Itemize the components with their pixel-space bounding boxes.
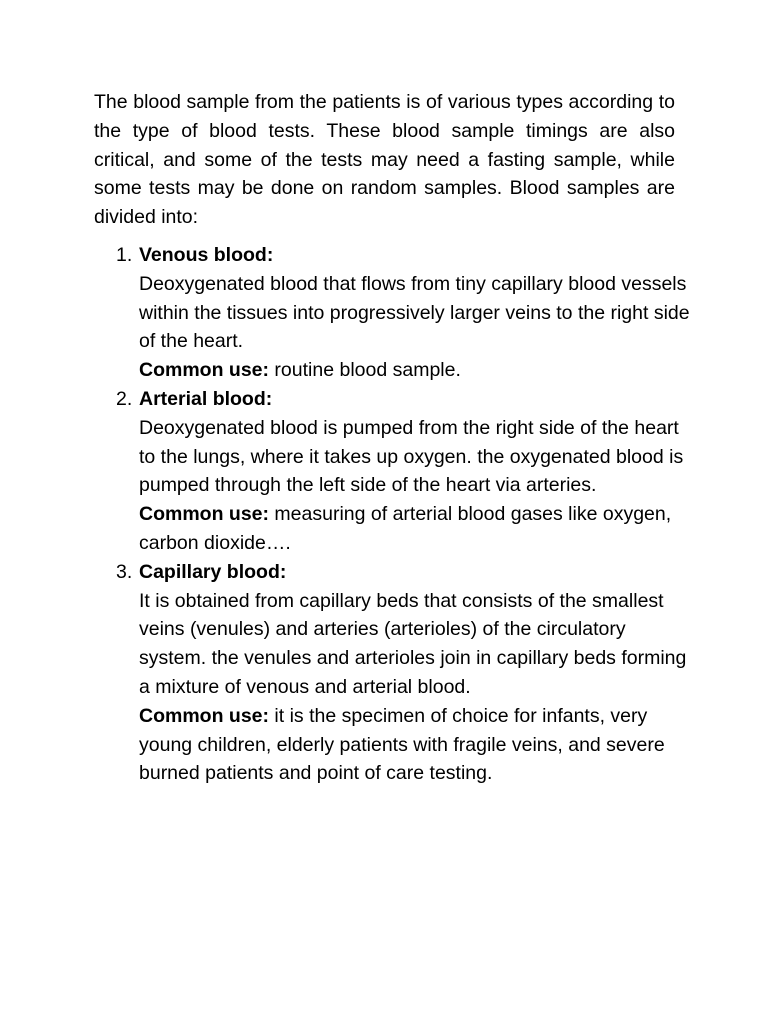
- list-item-number: 2.: [116, 387, 133, 410]
- list-item-common-use: [139, 500, 694, 558]
- common-use-text: routine blood sample.: [269, 359, 461, 382]
- list-item-common-use: [139, 356, 694, 385]
- list-item-title: Venous blood:: [139, 244, 274, 266]
- list-item-venous: [94, 241, 694, 385]
- common-use-label: Common use:: [139, 704, 270, 727]
- list-item-number: 3.: [116, 560, 133, 583]
- list-item-number: 1.: [116, 244, 133, 266]
- list-item-capillary: [94, 558, 694, 788]
- intro-paragraph: The blood sample from the patients is of various types according to the type of blood tests. These blood sample timings are also critical, and some of the tests may need a fasting sample, while some tests may be done on random samples. Blood samples are divided into:: [94, 91, 675, 229]
- list-item-description: Deoxygenated blood that flows from tiny capillary blood vessels within the tissues into progressively larger veins to the right side of the heart.: [139, 272, 690, 353]
- common-use-text: it is the specimen of choice for infants, very young children, elderly patients with fragile veins, and severe burned patients and point of care testing.: [139, 704, 665, 785]
- list-item-title: Arterial blood:: [139, 387, 273, 410]
- list-item-arterial: [94, 385, 694, 558]
- common-use-text: measuring of arterial blood gases like oxygen, carbon dioxide….: [139, 503, 672, 554]
- common-use-label: Common use:: [139, 359, 270, 382]
- list-item-description: Deoxygenated blood is pumped from the right side of the heart to the lungs, where it takes up oxygen. the oxygenated blood is pumped through the left side of the heart via arteries.: [139, 416, 684, 497]
- blood-sample-types-list: [94, 241, 694, 788]
- list-item-title: Capillary blood:: [139, 560, 287, 583]
- list-item-common-use: [139, 702, 694, 788]
- common-use-label: Common use:: [139, 503, 270, 526]
- list-item-description: It is obtained from capillary beds that consists of the smallest veins (venules) and arteries (arterioles) of the circulatory system. the venules and arterioles join in capillary beds forming a mixture of venous and arterial blood.: [139, 589, 687, 698]
